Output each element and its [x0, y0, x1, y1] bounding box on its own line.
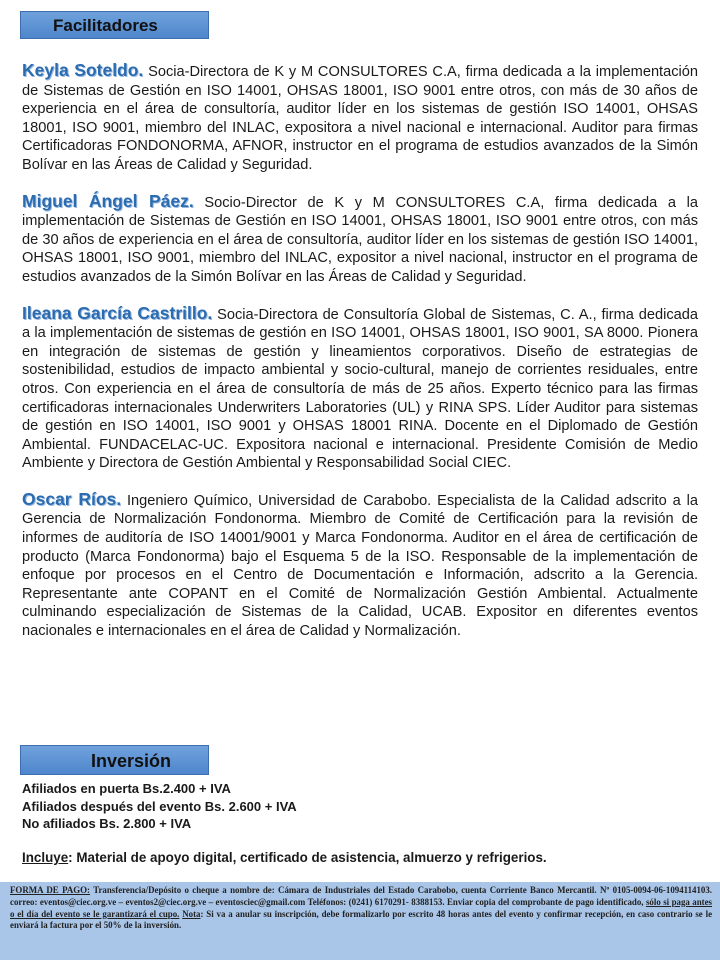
footer-nota-label: Nota [182, 908, 201, 919]
facilitator-bio: Socia-Directora de Consultoría Global de Sistemas, C. A., firma dedicada a la implementación de sistemas de gestión en ISO 14001, OHSAS 18001, ISO 9001, SA 8000. Pionera en integración de sistemas de gestión y lineamientos corporativos. Diseño de estrategias de sostenibilidad, estudios de impacto ambiental y socio-cultural, manejo de corrientes residuales, entre otros. Con experiencia en el área de consultoría de más de 25 años. Experto técnico para las firmas certificadoras internacionales Underwriters Laboratories (UL) y RINA SPS. Líder Auditor para sistemas de gestión en ISO 14001, ISO 9001 y OHSAS 18001 RINA. Docente en el Diplomado de Gestión Ambiental. FUNDACELAC-UC. Expositora nacional e internacional. Presidente Comisión de Medio Ambiente y Directora de Gestión Ambiental y Responsabilidad Social CIEC. [22, 306, 698, 472]
facilitator-name: Ileana García Castrillo. [22, 302, 213, 323]
incluye-line [22, 850, 698, 865]
facilitator-entry [22, 192, 698, 287]
section-header-facilitadores: Facilitadores [20, 11, 209, 39]
price-afiliados-despues: Afiliados después del evento Bs. 2.600 + IVA [22, 798, 297, 814]
facilitator-entry [22, 304, 698, 473]
footer-nota-text: : Si va a anular su inscripción, debe formalizarlo por escrito 48 horas antes del evento y confirmar recepción, en caso contrario se le enviará la factura por el 50% de la inversión. [10, 908, 713, 931]
price-no-afiliados: No afiliados Bs. 2.800 + IVA [22, 816, 192, 831]
footer-payment-text: Transferencia/Depósito o cheque a nombre de: Cámara de Industriales del Estado Carabobo, cuenta Corriente Banco Mercantil. Nº 0105-0094-06-1094114103. correo: eventos@ciec.org.ve – eventos2@ciec.org.ve – eventosciec@gmail.com Teléfonos: (0241) 6170291- 8388153. Enviar copia del comprobante de pago identificado, [10, 885, 712, 907]
facilitator-name: Miguel Ángel Páez. [22, 190, 194, 211]
facilitators-list [22, 61, 698, 658]
price-afiliados-puerta: Afiliados en puerta Bs.2.400 + IVA [22, 781, 231, 796]
incluye-label: Incluye [22, 850, 69, 865]
facilitator-bio: Socia-Directora de K y M CONSULTORES C.A, firma dedicada a la implementación de Sistemas de Gestión en ISO 14001, OHSAS 18001, ISO 9001 entre otros, con más de 30 años de experiencia en el área de consultoría, auditor líder en los sistemas de gestión ISO 14001, OHSAS 18001, ISO 9001, miembro del INLAC, expositora a nivel nacional e internacional. Auditor para firmas Certificadoras FONDONORMA, AFNOR, instructor en el programa de estudios avanzados de la Simón Bolívar en las Áreas de Calidad y Seguridad. [22, 64, 698, 173]
footer-emphasis: sólo si paga antes o el día del evento se le garantizará el cupo. [10, 896, 712, 919]
payment-footer [0, 882, 720, 960]
facilitator-bio: Ingeniero Químico, Universidad de Carabobo. Especialista de la Calidad adscrito a la Gerencia de Normalización Fondonorma. Miembro de Comité de Certificación para la revisión de informes de auditoría de ISO 14001/9001 y Marca Fondonorma. Auditor en el área de certificación de producto (Marca Fondonorma) bajo el Esquema 5 de la ISO. Responsable de la implementación de enfoque por procesos en el Centro de Documentación e Información, adscrito a la Gerencia. Representante ante COPANT en el Comité de Normalización Gestión Ambiental. Actualmente culminando especialización de Sistemas de la Calidad, UCAB. Expositor en diferentes eventos nacionales e internacionales en el área de Calidad y Normalización. [22, 492, 698, 640]
facilitator-bio: Socio-Director de K y M CONSULTORES C.A, firma dedicada a la implementación de Sistemas de Gestión en ISO 14001, OHSAS 18001, ISO 9001 entre otros, con más de 30 años de experiencia en el área de consultoría, auditor líder en los sistemas de gestión ISO 14001, OHSAS 18001, ISO 9001, miembro del INLAC, expositor a nivel nacional, instructor en el programa de estudios avanzados de la Simón Bolívar en las Áreas de Calidad y Seguridad. [22, 194, 699, 285]
facilitator-entry [22, 61, 698, 175]
footer-payment-label: FORMA DE PAGO: [10, 885, 91, 895]
section-header-inversion: Inversión [20, 745, 209, 775]
facilitator-entry [22, 490, 698, 641]
pricing-list [22, 780, 698, 833]
facilitator-name: Keyla Soteldo. [22, 60, 144, 80]
facilitator-name: Oscar Ríos. [22, 488, 122, 509]
incluye-text: : Material de apoyo digital, certificado de asistencia, almuerzo y refrigerios. [68, 850, 547, 865]
